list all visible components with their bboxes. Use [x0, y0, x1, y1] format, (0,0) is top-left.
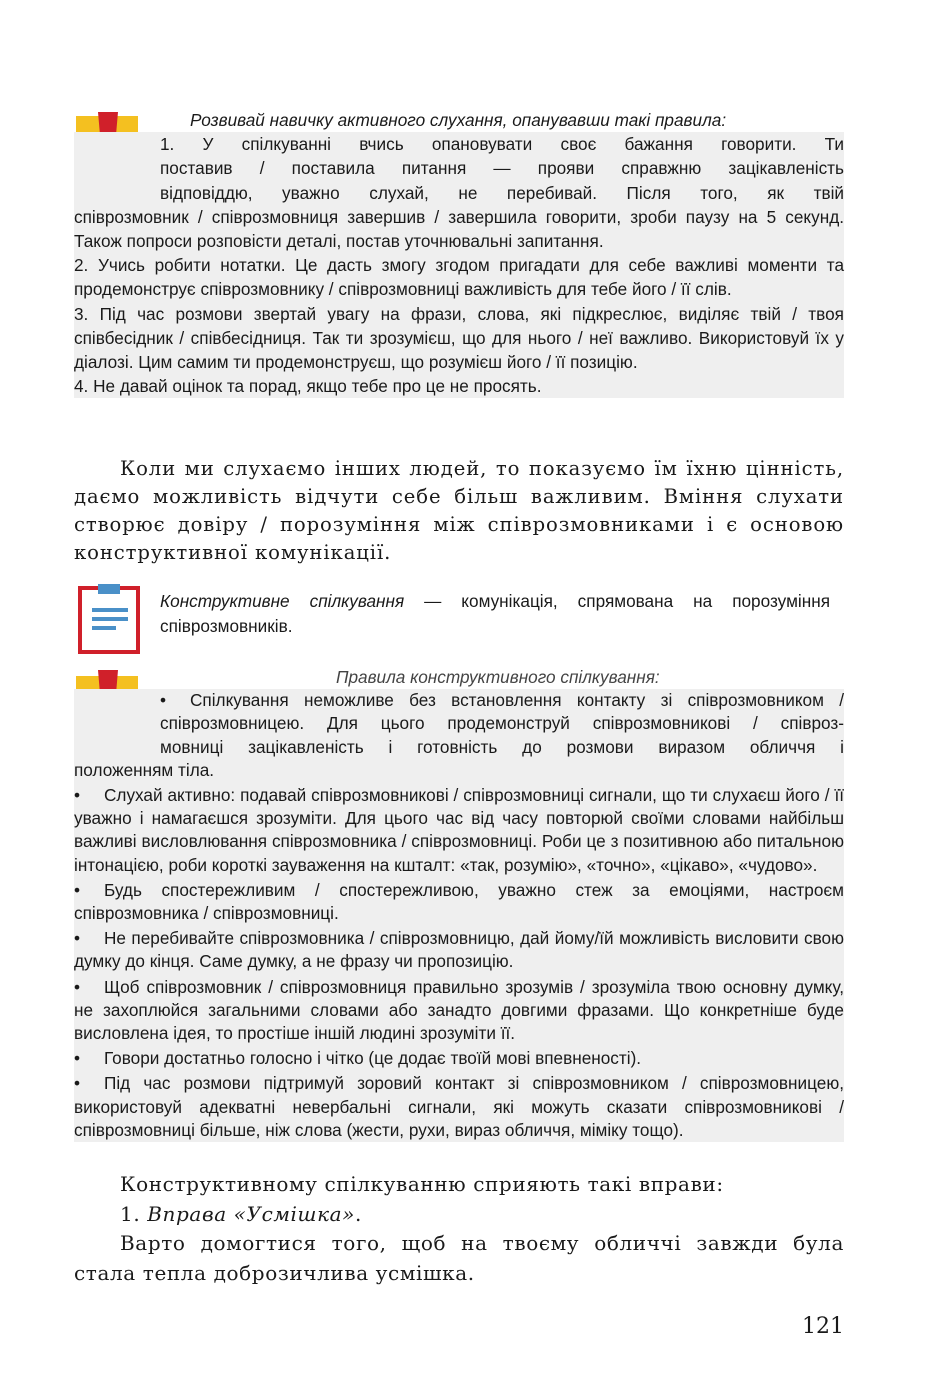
bullet-3: • Будь спостережливим / спостережливою, уважно стеж за емоціями, настроєм співрозмовника / співрозмовниці. [74, 879, 844, 924]
bullet-icon: • [74, 928, 81, 949]
bullet-1-line-2: співрозмовницею. Для цього продемонструй співрозмовникові / співроз- [160, 713, 844, 734]
rules-title: Правила конструктивного спілкування: [336, 667, 660, 687]
rule-1-rest: співрозмовник / співрозмовниця завершив / завершила говорити, зроби паузу на 5 секунд. Також попроси розповісти деталі, постав уточнювальні запитання. [74, 206, 844, 252]
bullet-2: • Слухай активно: подавай співрозмовникові / співрозмовниці сигнали, що ти слухаєш його / її уважно і намагаєшся зрозуміти. Для цього час від часу повторюй своїми словами найбільш важливі висловлювання співрозмовника / співрозмовниці. Роби це з позитивною або питальною інтонацією, роби короткі зауваження на кшталт: «так, розумію», «точно», «цікаво», «чудово». [74, 785, 844, 875]
bullet-1-rest: положенням тіла. [74, 759, 215, 780]
exercise-heading: 1. Вправа «Усмішка». [120, 1201, 362, 1226]
bullet-icon: • [74, 976, 81, 997]
bullet-icon: • [160, 690, 167, 711]
rule-3: 3. Під час розмови звертай увагу на фрази, слова, які підкреслює, виділяє твій / твоя співбесідник / співбесідниця. Так ти зрозумієш, що для нього / неї важливо. Використовуй їх у діалозі. Цим самим ти продемонструєш, що розумієш його / її позицію. [74, 303, 844, 373]
exercise-text: Варто домогтися того, щоб на твоєму обличчі завжди була стала тепла доброзичлива усмішка. [74, 1231, 844, 1285]
rule-4: 4. Не давай оцінок та порад, якщо тебе про це не просять. [74, 376, 542, 397]
bullet-icon: • [74, 879, 81, 900]
listening-paragraph [74, 455, 844, 567]
bullet-icon: • [74, 1073, 81, 1094]
rule-2: 2. Учись робити нотатки. Це дасть змогу згодом пригадати для себе важливі моменти та продемонструє співрозмовнику / співрозмовниці важливість для тебе його / її слів. [74, 255, 844, 300]
rule-1-line-3: відповіддю, уважно слухай, не перебивай. Після того, як твій [160, 182, 844, 203]
exercises-section [74, 1170, 844, 1288]
listening-paragraph-text: Коли ми слухаємо інших людей, то показуємо їм їхню цінність, даємо можливість відчути себе більш важливим. Вміння слухати створює довіру / порозуміння між співрозмовниками і є основою конструктивної комунікації. [74, 457, 844, 564]
rules-intro: Розвивай навичку активного слухання, опанувавши такі правила: [190, 110, 727, 130]
bullet-1-line-3: мовниці зацікавленість і готовність до розмови виразом обличчя і [160, 736, 844, 757]
bullet-7: • Під час розмови підтримуй зоровий контакт зі співрозмовником / співрозмовницею, використовуй адекватні невербальні сигнали, які можуть сказати співрозмовникові / співрозмовниці більше, ніж слова (жести, рухи, вираз обличчя, міміку тощо). [74, 1073, 844, 1140]
bullet-1-line-1: • Спілкування неможливе без встановлення контакту зі співрозмовником / [160, 689, 844, 712]
rule-1-line-1: 1. У спілкуванні вчись опановувати своє бажання говорити. Ти [160, 134, 844, 155]
exercise-title: Вправа «Усмішка» [147, 1201, 355, 1226]
page-number: 121 [802, 1314, 844, 1339]
clipboard-icon [78, 584, 144, 654]
bullet-icon: • [74, 1048, 81, 1069]
bullet-6: • Говори достатньо голосно і чітко (це додає твоїй мові впевненості). [74, 1047, 844, 1070]
bullet-icon: • [74, 785, 81, 806]
exercises-intro: Конструктивному спілкуванню сприяють такі вправи: [120, 1172, 724, 1196]
definition-term: Конструктивне спілкування [160, 591, 405, 611]
definition-text: — комунікація, спрямована на порозуміння співрозмовників. [160, 591, 830, 636]
bullet-4: • Не перебивайте співрозмовника / співрозмовницю, дай йому/їй можливість висловити свою думку до кінця. Саме думку, а не фразу чи пропозицію. [74, 928, 844, 972]
constructive-communication-rules [74, 666, 844, 1142]
active-listening-rules [74, 108, 844, 398]
bullet-5: • Щоб співрозмовник / співрозмовниця правильно зрозумів / зрозуміла твою основну думку, не захоплюйся загальними словами або занадто довгими фразами. Що конкретніше буде висловлена ідея, то простіше іншій людині зрозуміти її. [74, 976, 844, 1044]
definition [160, 589, 830, 638]
rule-1-line-2: поставив / поставила питання — прояви справжню зацікавленість [160, 158, 844, 179]
